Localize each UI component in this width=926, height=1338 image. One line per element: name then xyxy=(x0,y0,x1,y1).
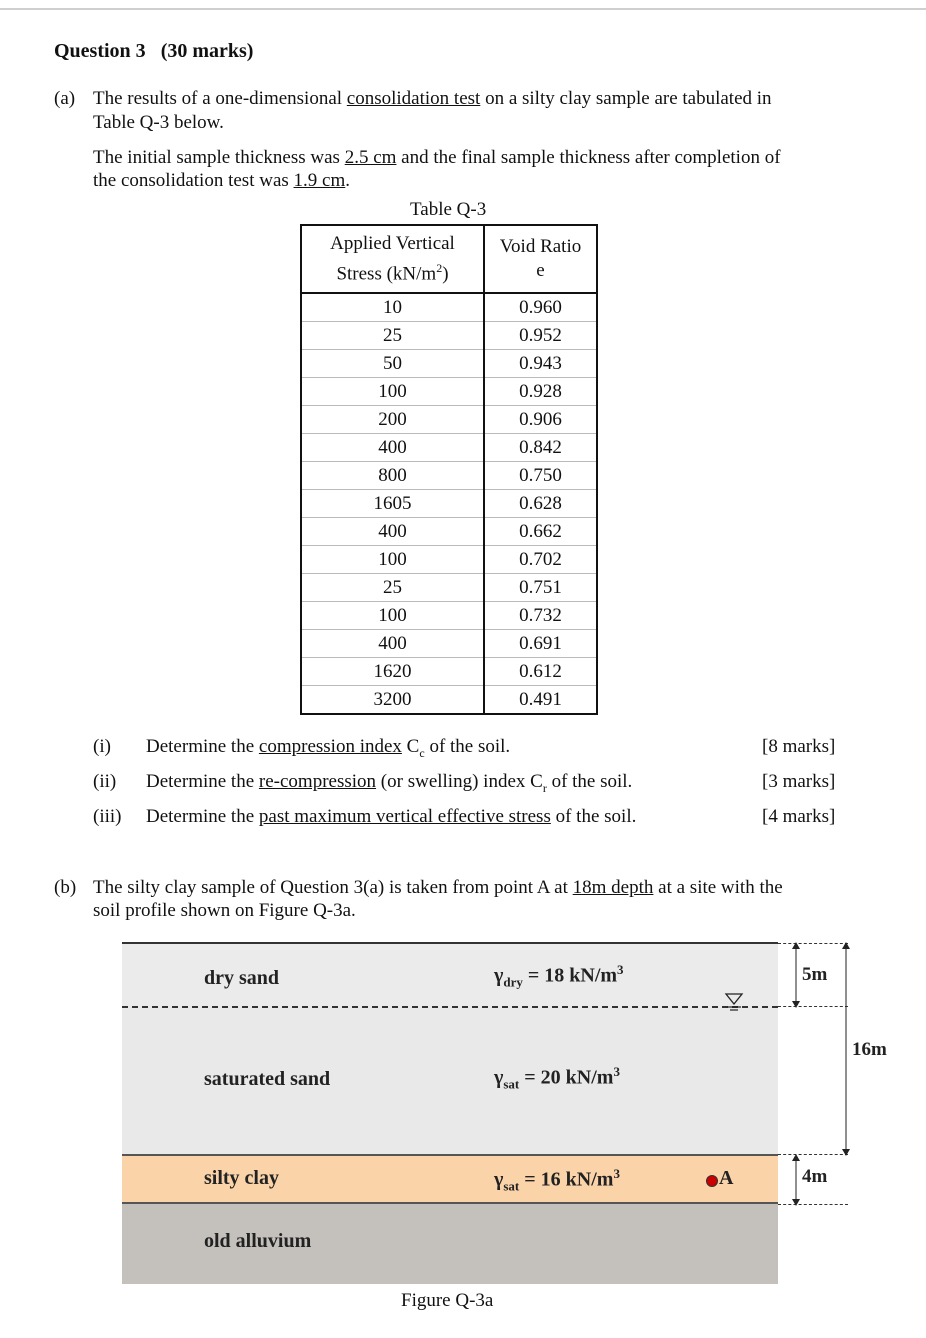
table-caption: Table Q-3 xyxy=(410,199,487,220)
cell-void-ratio: 0.662 xyxy=(484,518,597,546)
cell-stress: 50 xyxy=(301,350,484,378)
cell-void-ratio: 0.628 xyxy=(484,490,597,518)
sub-iii-marks: [4 marks] xyxy=(762,806,836,827)
water-table-icon xyxy=(722,992,748,1014)
table-row xyxy=(301,658,597,686)
part-a-para1-line1: The results of a one-dimensional consolidation test on a silty clay sample are tabulated in xyxy=(93,88,772,109)
cell-stress: 1605 xyxy=(301,490,484,518)
cell-void-ratio: 0.750 xyxy=(484,462,597,490)
cell-stress: 3200 xyxy=(301,686,484,715)
cell-stress: 1620 xyxy=(301,658,484,686)
sub-ii-text: Determine the re-compression (or swelling) index $C_r$ of the soil. xyxy=(146,771,633,795)
sub-ii-marks: [3 marks] xyxy=(762,771,836,792)
sub-iii-text: Determine the past maximum vertical effective stress of the soil. xyxy=(146,806,637,827)
table-row xyxy=(301,574,597,602)
cell-void-ratio: 0.943 xyxy=(484,350,597,378)
table-row xyxy=(301,462,597,490)
cell-stress: 10 xyxy=(301,293,484,322)
cell-stress: 25 xyxy=(301,574,484,602)
table-row xyxy=(301,293,597,322)
table-row xyxy=(301,378,597,406)
label-saturated-sand: saturated sand xyxy=(204,1068,331,1090)
cell-void-ratio: 0.952 xyxy=(484,322,597,350)
dim-5m-label: 5m xyxy=(802,964,828,985)
cell-void-ratio: 0.491 xyxy=(484,686,597,715)
header-void-ratio: Void Ratio e xyxy=(499,236,582,281)
point-a-label: A xyxy=(719,1167,734,1189)
table-row xyxy=(301,350,597,378)
cell-stress: 400 xyxy=(301,630,484,658)
label-dry-sand: dry sand xyxy=(204,967,280,989)
label-silty-clay: silty clay xyxy=(204,1167,279,1189)
table-header-row xyxy=(301,225,597,293)
label-old-alluvium: old alluvium xyxy=(204,1230,312,1252)
cell-stress: 800 xyxy=(301,462,484,490)
cell-stress: 25 xyxy=(301,322,484,350)
table-row xyxy=(301,602,597,630)
cell-void-ratio: 0.960 xyxy=(519,296,562,318)
cell-void-ratio: 0.928 xyxy=(484,378,597,406)
question-title: Question 3 (30 marks) xyxy=(54,40,254,62)
cell-void-ratio: 0.842 xyxy=(484,434,597,462)
cell-void-ratio: 0.751 xyxy=(484,574,597,602)
part-a-para1-line2: Table Q-3 below. xyxy=(93,112,224,133)
table-row xyxy=(301,490,597,518)
part-b-label: (b) xyxy=(54,877,77,898)
cell-stress: 400 xyxy=(301,518,484,546)
cell-void-ratio: 0.691 xyxy=(484,630,597,658)
sub-iii-number: (iii) xyxy=(93,806,122,827)
cell-void-ratio: 0.612 xyxy=(484,658,597,686)
part-a-para2-line1: The initial sample thickness was 2.5 cm and the final sample thickness after completion of xyxy=(93,147,781,168)
cell-stress: 400 xyxy=(301,434,484,462)
table-row xyxy=(301,434,597,462)
table-row xyxy=(301,518,597,546)
part-b-line2: soil profile shown on Figure Q-3a. xyxy=(93,900,356,921)
table-row xyxy=(301,630,597,658)
gamma-sat-clay-label: $\gamma_{sat} = 16$ $kN/m^3$ xyxy=(494,1166,620,1194)
table-row xyxy=(301,406,597,434)
cell-stress: 200 xyxy=(301,406,484,434)
ground-surface-line xyxy=(122,942,778,944)
part-a-label: (a) xyxy=(54,88,76,109)
dim-4m-label: 4m xyxy=(802,1166,828,1187)
sub-ii-number: (ii) xyxy=(93,771,117,792)
table-row xyxy=(301,686,597,715)
top-divider xyxy=(0,8,926,10)
cell-void-ratio: 0.702 xyxy=(484,546,597,574)
table-row xyxy=(301,546,597,574)
part-b-line1: The silty clay sample of Question 3(a) is taken from point A at 18m depth at a site with the xyxy=(93,877,783,898)
table-q3 xyxy=(300,224,598,715)
point-a-marker xyxy=(706,1175,718,1187)
gamma-dry-label: $\gamma_{dry} = 18$ $kN/m^3$ xyxy=(494,962,624,990)
cell-stress: 100 xyxy=(301,378,484,406)
sub-i-marks: [8 marks] xyxy=(762,736,836,757)
cell-stress: 100 xyxy=(301,602,484,630)
figure-caption: Figure Q-3a xyxy=(401,1290,494,1311)
dim-16m-label: 16m xyxy=(852,1039,887,1060)
part-a-para2-line2: the consolidation test was 1.9 cm. xyxy=(93,170,350,191)
cell-void-ratio: 0.906 xyxy=(484,406,597,434)
cell-stress: 100 xyxy=(301,546,484,574)
sub-i-number: (i) xyxy=(93,736,111,757)
water-table-line xyxy=(122,1006,778,1008)
table-row xyxy=(301,322,597,350)
header-applied-stress: Applied Vertical Stress $(kN/m^2)$ xyxy=(301,225,484,293)
sub-i-text: Determine the compression index $C_c$ of the soil. xyxy=(146,736,511,760)
cell-void-ratio: 0.732 xyxy=(484,602,597,630)
gamma-sat-sand-label: $\gamma_{sat} = 20$ $kN/m^3$ xyxy=(494,1064,620,1092)
